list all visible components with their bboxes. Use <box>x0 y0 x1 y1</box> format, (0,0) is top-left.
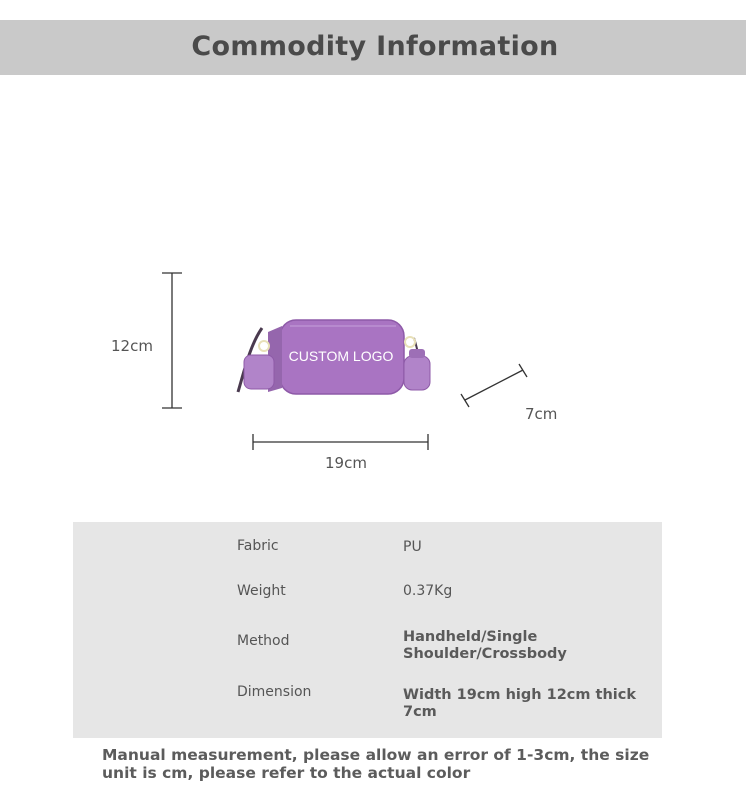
spec-value-method: Handheld/Single Shoulder/Crossbody <box>403 629 567 662</box>
measurement-note: Manual measurement, please allow an error of 1-3cm, the size unit is cm, please refer to the actual color <box>102 746 650 782</box>
thickness-cap-left <box>461 394 469 407</box>
page-title: Commodity Information <box>191 31 559 62</box>
spec-label-dimension: Dimension <box>237 684 312 700</box>
spec-label-method: Method <box>237 633 290 649</box>
height-label: 12cm <box>111 337 153 355</box>
thickness-line <box>465 370 523 400</box>
spec-label-weight: Weight <box>237 583 286 599</box>
custom-logo-text: CUSTOM LOGO <box>288 348 394 364</box>
spec-value-fabric: PU <box>403 539 422 555</box>
spec-value-weight: 0.37Kg <box>403 583 453 599</box>
thickness-label: 7cm <box>525 405 558 423</box>
spec-label-fabric: Fabric <box>237 538 279 554</box>
thickness-cap-right <box>519 364 527 377</box>
spec-value-dimension: Width 19cm high 12cm thick 7cm <box>403 687 637 720</box>
width-label: 19cm <box>325 454 367 472</box>
